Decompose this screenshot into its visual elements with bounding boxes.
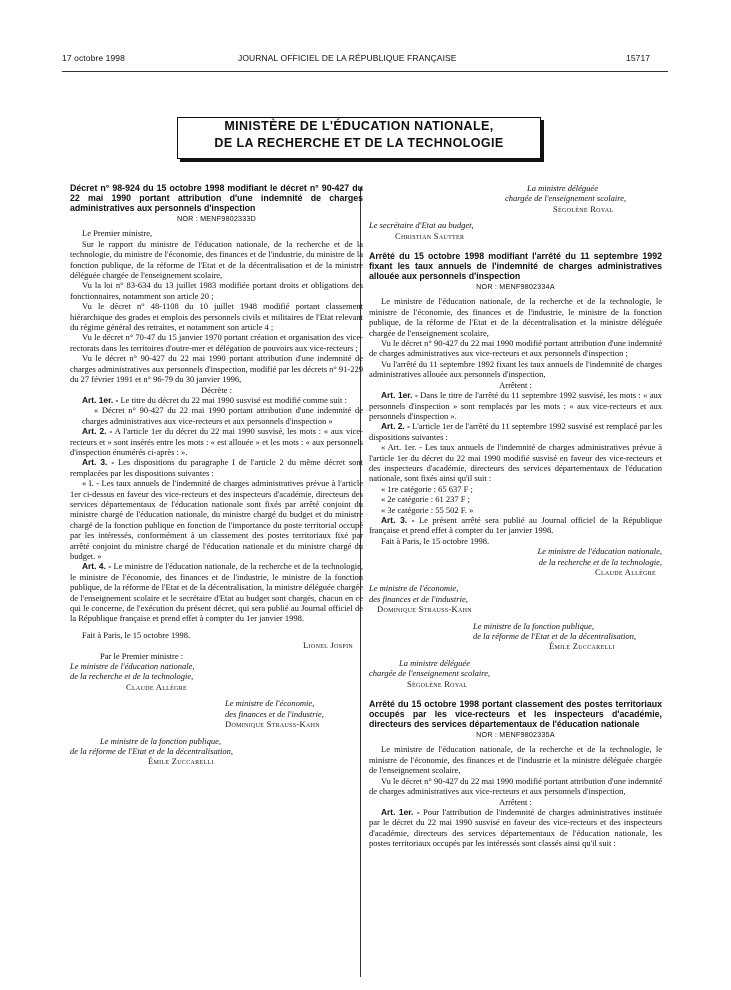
header-rule — [62, 71, 668, 72]
arrete1-nor: NOR : MENF9802334A — [476, 282, 555, 292]
signatory-role: de la réforme de l'Etat et de la décentralisation, — [70, 745, 234, 756]
article-text: Le titre du décret du 22 mai 1990 susvisé est modifié comme suit : — [120, 394, 347, 405]
ministry-line-1: MINISTÈRE DE L'ÉDUCATION NATIONALE, — [224, 119, 494, 133]
ministry-heading — [177, 117, 541, 159]
signatory-role: Le ministre de la fonction publique, — [100, 735, 222, 746]
signatory-name: Claude Allègre — [126, 681, 187, 692]
decree-article — [70, 457, 363, 478]
decree-article — [70, 395, 363, 405]
signatory-role: Le ministre de l'économie, — [225, 698, 315, 709]
signatory-name: Ségolène Royal — [553, 203, 614, 214]
signatory-name: Émile Zuccarelli — [549, 641, 615, 652]
decree-article — [70, 561, 363, 623]
ministry-line-2: DE LA RECHERCHE ET DE LA TECHNOLOGIE — [214, 136, 504, 150]
page-date: 17 octobre 1998 — [62, 53, 125, 63]
signatory-role: des finances et de l'industrie, — [369, 593, 468, 604]
arrete2-nor: NOR : MENF9802335A — [476, 730, 555, 740]
signatory-role: de la réforme de l'Etat et de la décentralisation, — [473, 631, 637, 642]
article-label: Art. 1er. - — [82, 394, 119, 405]
signatory-role: Le ministre de l'économie, — [369, 583, 459, 594]
signatory-pm: Lionel Jospin — [303, 640, 353, 651]
article-text: A l'article 1er du décret du 22 mai 1990 susvisé, les mots : « aux vice-recteurs et » sont insérés entre les mots : « est allouée » et les mots : « aux personnels d'inspection énumérés ci-après : ». — [70, 426, 364, 457]
signing-place-date: Fait à Paris, le 15 octobre 1998. — [82, 629, 191, 640]
journal-title: JOURNAL OFFICIEL DE LA RÉPUBLIQUE FRANÇAISE — [238, 53, 457, 63]
signatory-role: La ministre déléguée — [527, 183, 598, 193]
arrete2-paragraph: Vu le décret n° 90-427 du 22 mai 1990 modifié portant attribution d'une indemnité de charges administratives aux vice-recteurs et aux personnels d'inspection, — [369, 775, 662, 797]
decree-paragraph: Vu le décret n° 90-427 du 22 mai 1990 portant attribution d'une indemnité de charges administratives aux personnels d'inspection, modifié par les décrets n° 91-229 du 27 février 1991 et n° 96-79 du 30 janvier 1996, — [70, 353, 363, 385]
decree-paragraph: Sur le rapport du ministre de l'éducation nationale, de la recherche et de la technologie, du ministre de l'économie, des finances et de l'industrie, du ministre de la fonction publique, de la réforme de l'Etat et de la décentralisation et de la ministre déléguée chargée de l'enseignement scolaire, — [70, 238, 363, 281]
signatory-role: chargée de l'enseignement scolaire, — [369, 668, 491, 679]
signatory-name: Dominique Strauss-Kahn — [225, 719, 320, 730]
arrete1-paragraph: Le ministre de l'éducation nationale, de la recherche et de la technologie, le ministre de l'économie, des finances et de l'industrie, le ministre de la fonction publique, de la réforme de l'Etat et de la décentralisation et la ministre déléguée chargée de l'enseignement scolaire, — [369, 296, 662, 338]
article-label: Art. 3. - — [82, 457, 115, 468]
page-number: 15717 — [626, 53, 651, 63]
article-text: Pour l'attribution de l'indemnité de charges administratives instituée par le décret du 22 mai 1990 susvisé en faveur des vice-recteurs et des inspecteurs d'académie, directeurs des services départementaux de l'éducation nationale, les postes territoriaux occupés par les intéressés sont classés ainsi qu'il suit : — [369, 806, 662, 849]
signatory-name: Christian Sautter — [395, 230, 465, 241]
decree-nor: NOR : MENF9802333D — [176, 214, 257, 223]
signatory-role: Le ministre de la fonction publique, — [473, 620, 595, 631]
signatory-role: Le secrétaire d'Etat au budget, — [369, 220, 474, 231]
article-label: Art. 2. - — [381, 421, 410, 432]
signatory-name: Claude Allègre — [595, 567, 656, 577]
article-label: Art. 1er. - — [381, 390, 418, 401]
arrete2-title: Arrêté du 15 octobre 1998 portant classement des postes territoriaux occupés par les vice-recteurs et les inspecteurs d'académie, directeurs des services départementaux de l'éducation nationale — [369, 699, 662, 730]
left-column — [70, 183, 363, 767]
article-label: Art. 4. - — [82, 561, 112, 572]
decrete-heading: Décrète : — [201, 384, 232, 395]
arrete2-paragraph: Le ministre de l'éducation nationale, de la recherche et de la technologie, le ministre de l'économie, des finances et de l'industrie et la ministre déléguée chargée de l'enseignement scolaire, — [369, 744, 662, 776]
rate-item: « 3e catégorie : 55 502 F. » — [381, 504, 474, 515]
arrete2-article — [369, 807, 662, 849]
signing-place-date: Fait à Paris, le 15 octobre 1998. — [381, 535, 490, 546]
right-column — [369, 183, 662, 849]
article-quote: « Art. 1er. - Les taux annuels de l'indemnité de charges administratives prévue à l'article 1er du décret du 22 mai 1990 modifié susvisé en faveur des vice-recteurs et des inspecteurs d'académie, directeurs des services départementaux de l'éducation nationale, sont fixés ainsi qu'il suit : — [369, 442, 662, 484]
article-label: Art. 3. - — [381, 514, 415, 525]
decree-paragraph: Vu la loi n° 83-634 du 13 juillet 1983 modifiée portant droits et obligations des fonctionnaires, notamment son article 20 ; — [70, 280, 363, 301]
arrete1-article — [369, 421, 662, 442]
by-pm: Par le Premier ministre : — [100, 650, 184, 661]
article-text: Les dispositions du paragraphe I de l'article 2 du même décret sont remplacées par les dispositions suivantes : — [70, 457, 364, 478]
article-label: Art. 1er. - — [381, 806, 420, 817]
signatory-name: Dominique Strauss-Kahn — [377, 604, 472, 615]
arrete1-title: Arrêté du 15 octobre 1998 modifiant l'arrêté du 11 septembre 1992 fixant les taux annuels de l'indemnité de charges administratives allouée aux personnels d'inspection — [369, 251, 662, 282]
arrete1-paragraph: Vu le décret n° 90-427 du 22 mai 1990 modifié portant attribution d'une indemnité de charges administratives aux vice-recteurs et aux personnels d'inspection ; — [369, 338, 662, 359]
rate-item: « 1re catégorie : 65 637 F ; — [381, 483, 473, 494]
signatory-role: de la recherche et de la technologie, — [70, 671, 194, 682]
signatory-role: Le ministre de l'éducation nationale, — [537, 546, 662, 557]
signatory-role: Le ministre de l'éducation nationale, — [70, 661, 195, 672]
decree-title: Décret n° 98-924 du 15 octobre 1998 modifiant le décret n° 90-427 du 22 mai 1990 portant attribution d'une indemnité de charges administratives aux personnels d'inspection — [70, 183, 363, 213]
article-text: Dans le titre de l'arrêté du 11 septembre 1992 susvisé, les mots : « aux personnels d'inspection » sont remplacés par les mots : « aux vice-recteurs et aux personnels d'inspection ». — [369, 390, 663, 421]
arrete1-paragraph: Vu l'arrêté du 11 septembre 1992 fixant les taux annuels de l'indemnité de charges administratives allouée aux personnels d'inspection, — [369, 358, 662, 380]
signatory-role: de la recherche et de la technologie, — [538, 556, 662, 567]
signatory-role: chargée de l'enseignement scolaire, — [505, 193, 627, 204]
article-text: Le présent arrêté sera publié au Journal officiel de la République française et prend effet à compter du 1er janvier 1998. — [369, 514, 662, 536]
arrete1-article — [369, 390, 662, 421]
article-quote: « Décret n° 90-427 du 22 mai 1990 portant attribution d'une indemnité de charges administratives aux vice-recteurs et aux personnels d'inspection » — [82, 405, 363, 426]
signatory-name: Émile Zuccarelli — [148, 756, 214, 767]
article-text: Le ministre de l'éducation nationale, de la recherche et de la technologie, le ministre de l'économie, des finances et de l'industrie, le ministre de la fonction publique, de la réforme de l'Etat et de la décentralisation, la ministre déléguée chargée de l'enseignement scolaire et le secrétaire d'Etat au budget sont chargés, chacun en ce qui le concerne, de l'exécution du présent décret, qui sera publié au Journal officiel de la République française et prend effet à compter du 1er janvier 1998. — [70, 561, 363, 624]
decree-article — [70, 426, 363, 457]
arrete1-article — [369, 515, 662, 536]
decree-paragraph: Vu le décret n° 70-47 du 15 janvier 1970 portant création et organisation des vice-rectorats dans les territoires d'outre-mer et délégation de pouvoirs aux vice-recteurs ; — [70, 332, 363, 353]
decree-paragraph: Vu le décret n° 48-1108 du 10 juillet 1948 modifié portant classement hiérarchique des grades et emplois des personnels civils et militaires de l'Etat relevant du régime général des retraites, et notamment son article 4 ; — [70, 301, 363, 333]
signatory-role: des finances et de l'industrie, — [225, 708, 324, 719]
decree-paragraph: Le Premier ministre, — [82, 228, 153, 239]
article-label: Art. 2. - — [82, 426, 113, 437]
arrete-heading: Arrêtent : — [499, 796, 532, 807]
article-text: L'article 1er de l'arrêté du 11 septembre 1992 susvisé est remplacé par les dispositions suivantes : — [369, 421, 662, 442]
signatory-role: La ministre déléguée — [399, 657, 470, 668]
signatory-name: Ségolène Royal — [407, 678, 468, 689]
arrete-heading: Arrêtent : — [499, 379, 532, 390]
article-quote: « I. - Les taux annuels de l'indemnité de charges administratives prévue à l'article 1er ci-dessus en faveur des vice-recteurs et des inspecteurs d'académie, directeurs des services départementaux de l'éducation nationale sont fixés par arrêté conjoint du ministre chargé de l'éducation nationale, du ministre chargé du budget et du ministre chargé de la fonction publique en fonction de l'importance du poste territorial occupé par les intéressés, conformément à un classement des postes territoriaux fixé par arrêté conjoint du ministre chargé de l'éducation nationale et du ministre chargé du budget. » — [70, 478, 363, 561]
rate-item: « 2e catégorie : 61 237 F ; — [381, 494, 470, 505]
